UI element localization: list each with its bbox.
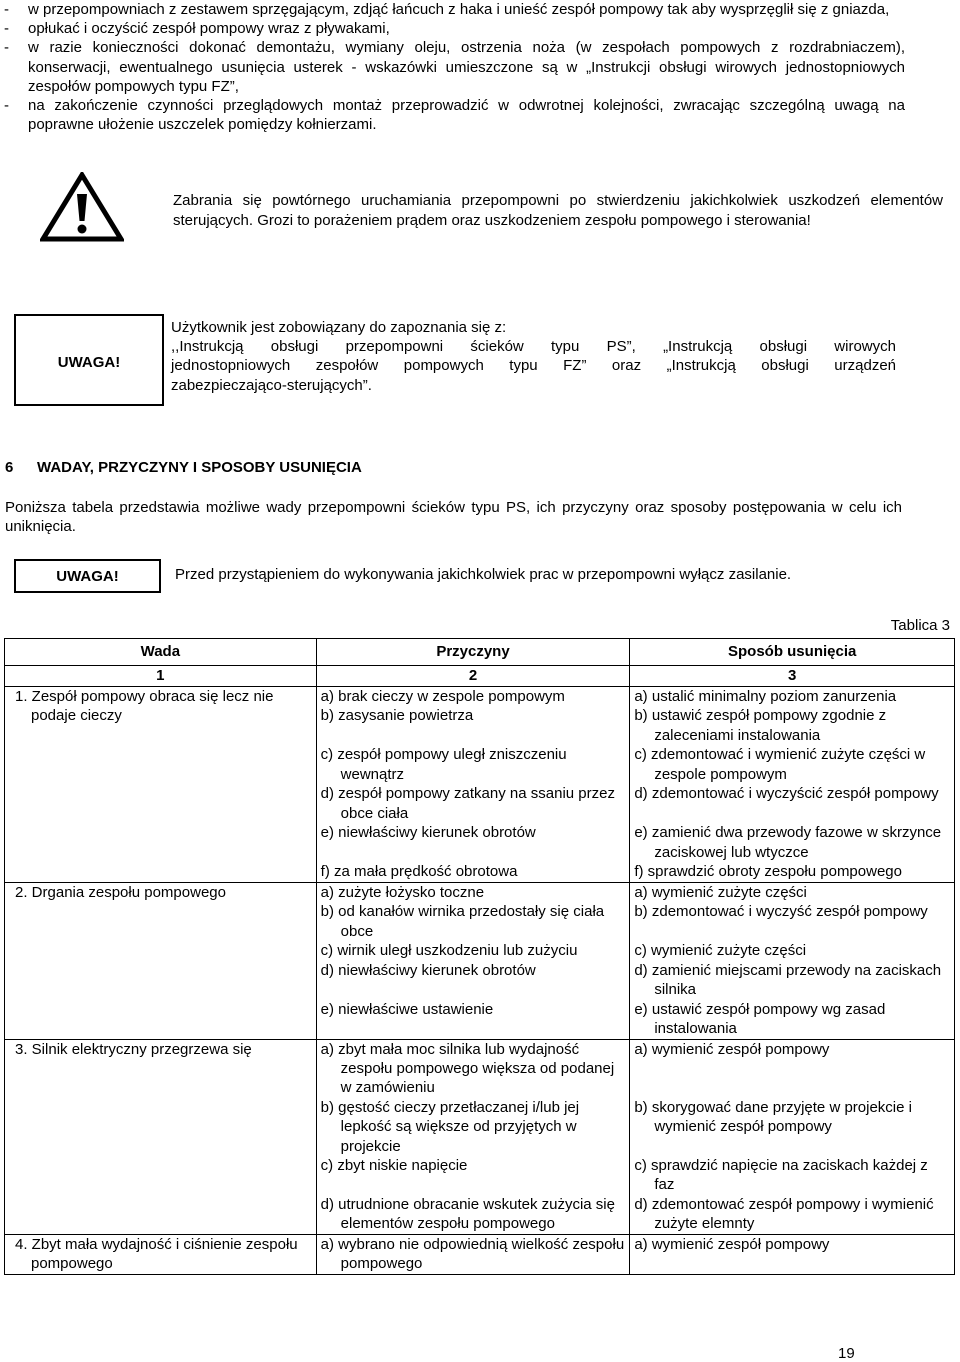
remedy-cell [630, 882, 955, 1039]
list-item: - w przepompowniach z zestawem sprzęgającym, zdjąć łańcuch z haka i unieść zespół pompowy tak aby wysprzęglił się z gniazda, [4, 1, 890, 18]
remedy-item: b) skorygować dane przyjęte w projekcie i wymienić zespół pompowy [634, 1098, 912, 1136]
cause-item: a) zbyt mała moc silnika lub wydajność zespołu pompowego większa od podanej w zamówieniu [320, 1040, 615, 1097]
list-item: - na zakończenie czynności przeglądowych montaż przeprowadzić w odwrotnej kolejności, zwracając szczególną uwagą na poprawne ułożenie uszczelek pomiędzy kołnierzami. [4, 97, 905, 134]
remedy-item: b) ustawić zespół pompowy zgodnie z zaleceniami instalowania [634, 707, 887, 744]
remedy-item: a) wymienić zużyte części [634, 883, 807, 901]
table-row [5, 882, 955, 1039]
cause-item: a) zużyte łożysko toczne [320, 883, 485, 901]
header-defect: Wada [5, 639, 317, 666]
remedy-item: e) ustawić zespół pompowy wg zasad instalowania [634, 1000, 886, 1038]
section-intro: Poniższa tabela przedstawia możliwe wady przepompowni ścieków typu PS, ich przyczyny oraz sposoby postępowania w celu ich uniknięcia. [5, 499, 902, 536]
cause-item: d) zespół pompowy zatkany na ssaniu przez obce ciała [320, 785, 615, 822]
power-off-note: Przed przystąpieniem do wykonywania jakichkolwiek prac w przepompowni wyłącz zasilanie. [175, 566, 792, 583]
remedy-item: c) wymienić zużyte części [634, 942, 807, 960]
cause-item: b) zasysanie powietrza [320, 707, 474, 725]
remedy-item: c) zdemontować i wymienić zużyte części w zespole pompowym [634, 746, 926, 783]
defect-cell: 2. Drgania zespołu pompowego [5, 882, 317, 1039]
cause-item: e) niewłaściwy kierunek obrotów [320, 824, 536, 842]
header-remedy: Sposób usunięcia [630, 639, 955, 666]
caution-note: Użytkownik jest zobowiązany do zapoznania się z: ,,Instrukcją obsługi przepompowni ścieków typu PS”, „Instrukcją obsługi wirowych jednostopniowych zespołów pompowych typu FZ” oraz „Instrukcją obsługi urządzeń zabezpieczająco-sterujących”. [171, 319, 896, 394]
remedy-item: a) wymienić zespół pompowy [634, 1236, 830, 1254]
cause-item: b) gęstość cieczy przetłaczanej i/lub jej lepkość są większe od przyjętych w projekcie [320, 1098, 580, 1155]
caution-label: UWAGA! [14, 559, 161, 593]
page-number: 19 [838, 1345, 855, 1362]
remedy-cell [630, 687, 955, 883]
cause-item: c) zespół pompowy uległ zniszczeniu wewnątrz [320, 746, 567, 783]
remedy-item: d) zdemontować i wyczyścić zespół pompowy [634, 785, 939, 803]
remedy-item: a) ustalić minimalny poziom zanurzenia [634, 688, 897, 705]
table-row [5, 1235, 955, 1275]
remedy-item: f) sprawdzić obroty zespołu pompowego [634, 863, 902, 881]
cause-item: b) od kanałów wirnika przedostały się ciała obce [320, 903, 605, 940]
maintenance-steps-list [0, 0, 905, 134]
warning-triangle-icon [40, 172, 124, 242]
warning-text: Zabrania się powtórnego uruchamiania przepompowni po stwierdzeniu jakichkolwiek uszkodzeń elementów sterujących. Grozi to porażeniem prądem oraz uszkodzeniem zespołu pompowego i sterowania! [173, 192, 943, 229]
remedy-cell [630, 1235, 955, 1275]
remedy-item: d) zdemontować zespół pompowy i wymienić zużyte elemnty [634, 1195, 934, 1233]
cause-item: a) wybrano nie odpowiednią wielkość zespołu pompowego [320, 1236, 625, 1273]
cause-item: c) zbyt niskie napięcie [320, 1157, 468, 1175]
table-header-row [5, 639, 955, 666]
remedy-item: a) wymienić zespół pompowy [634, 1040, 830, 1058]
causes-cell [316, 687, 630, 883]
list-item: - w razie konieczności dokonać demontażu, wymiany oleju, ostrzenia noża (w zespołach pompowych z rozdrabniaczem), konserwacji, ewentualnego usunięcia usterek - wskazówki umieszczone są w „Instrukcji obsługi wirowych jednostopniowych zespołów pompowych typu FZ”, [4, 39, 905, 95]
causes-cell [316, 882, 630, 1039]
defect-cell: 4. Zbyt mała wydajność i ciśnienie zespołu pompowego [5, 1235, 317, 1275]
causes-cell [316, 1039, 630, 1234]
table-row [5, 687, 955, 883]
section-heading: 6 WADAY, PRZYCZYNY I SPOSOBY USUNIĘCIA [5, 459, 362, 476]
cause-item: f) za mała prędkość obrotowa [320, 863, 518, 881]
table-caption: Tablica 3 [890, 617, 950, 634]
defect-cell: 3. Silnik elektryczny przegrzewa się [5, 1039, 317, 1234]
causes-cell [316, 1235, 630, 1275]
caution-label: UWAGA! [14, 314, 164, 406]
remedy-item: e) zamienić dwa przewody fazowe w skrzynce zaciskowej lub wtyczce [634, 824, 942, 861]
remedy-item: c) sprawdzić napięcie na zaciskach każdej z faz [634, 1156, 928, 1194]
cause-item: a) brak cieczy w zespole pompowym [320, 688, 565, 705]
cause-item: e) niewłaściwe ustawienie [320, 1000, 494, 1018]
cause-item: d) utrudnione obracanie wskutek zużycia się elementów zespołu pompowego [320, 1196, 615, 1233]
column-number-row: 1 2 3 [5, 666, 955, 687]
remedy-cell [630, 1039, 955, 1234]
defects-table [4, 638, 955, 1275]
header-causes: Przyczyny [316, 639, 630, 666]
cause-item: d) niewłaściwy kierunek obrotów [320, 961, 536, 979]
defect-cell: 1. Zespół pompowy obraca się lecz nie podaje cieczy [5, 687, 317, 883]
cause-item: c) wirnik uległ uszkodzeniu lub zużyciu [320, 942, 578, 960]
list-item: - opłukać i oczyścić zespół pompowy wraz z pływakami, [4, 20, 390, 38]
remedy-item: d) zamienić miejscami przewody na zaciskach silnika [634, 961, 942, 999]
remedy-item: b) zdemontować i wyczyść zespół pompowy [634, 903, 928, 921]
table-row [5, 1039, 955, 1234]
